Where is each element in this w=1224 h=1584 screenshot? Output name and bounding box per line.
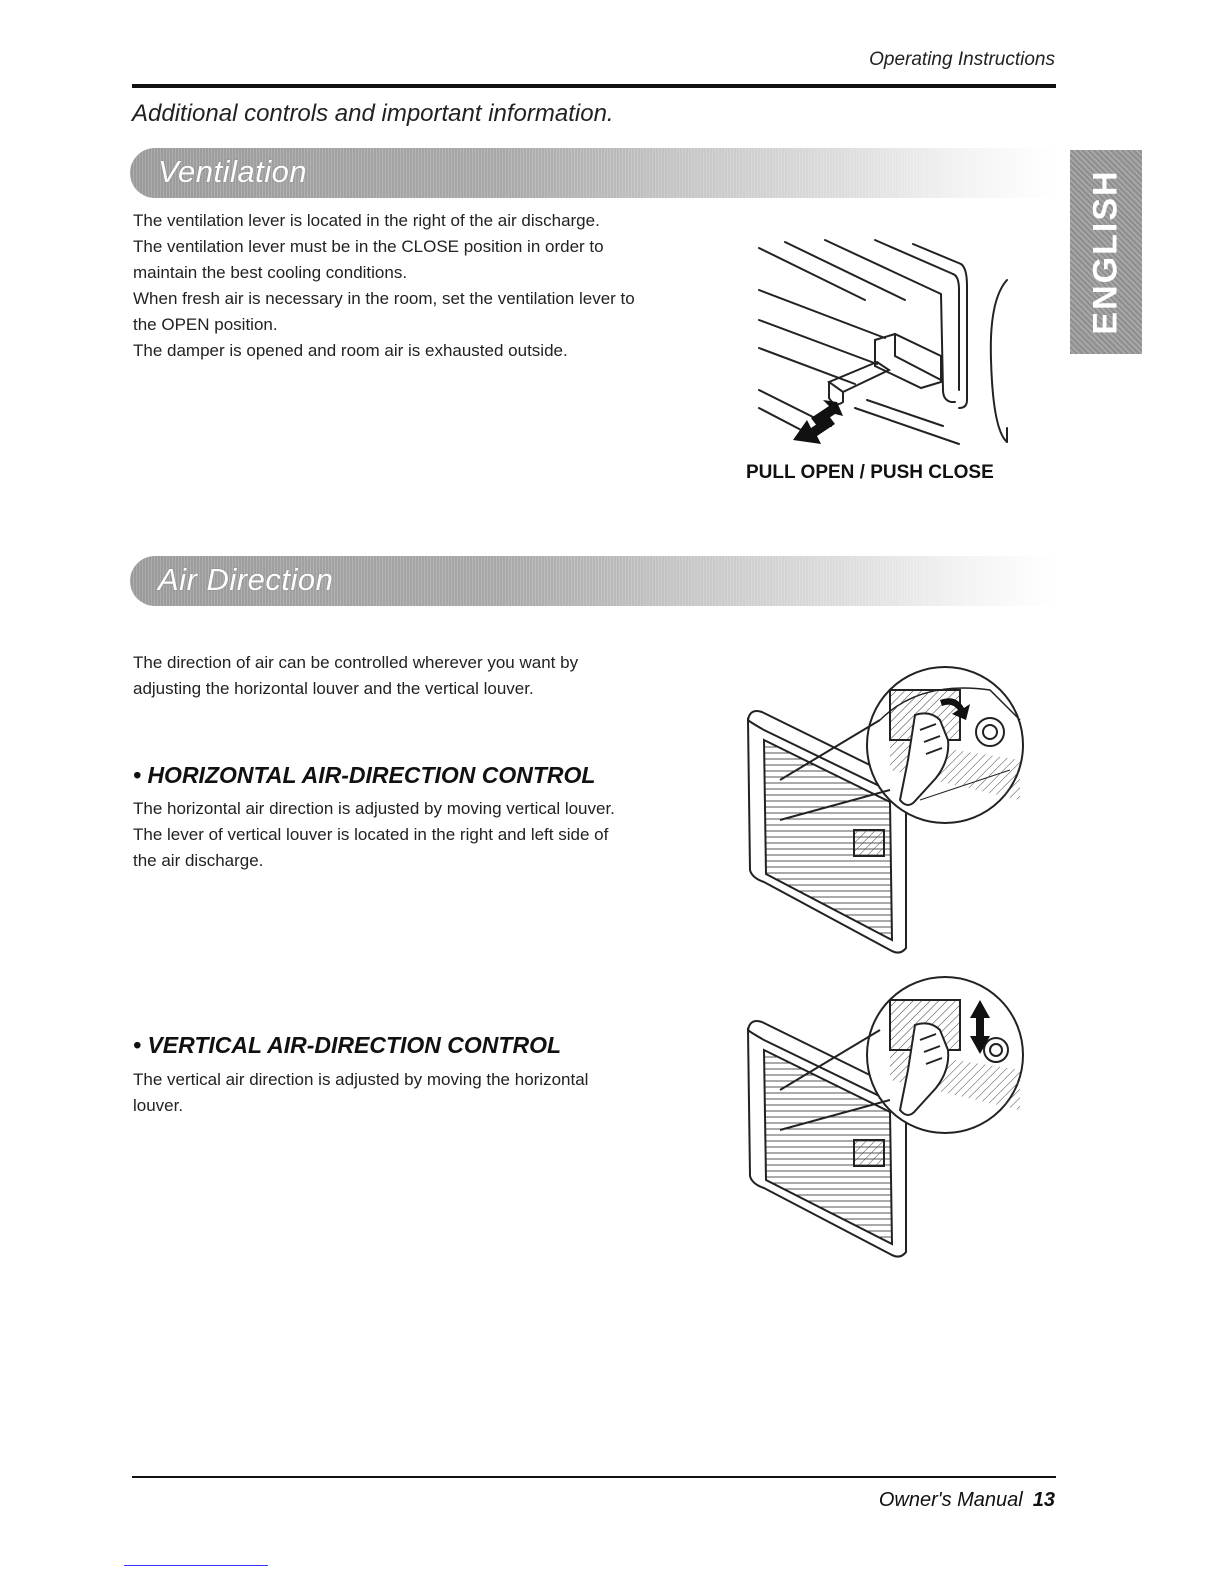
- vertical-control-line: The vertical air direction is adjusted by moving the horizontal: [133, 1070, 589, 1089]
- air-direction-intro-line: The direction of air can be controlled wherever you want by: [133, 653, 579, 672]
- page-subtitle: Additional controls and important information.: [132, 100, 614, 127]
- running-header: Operating Instructions: [869, 49, 1055, 70]
- air-direction-intro-line: adjusting the horizontal louver and the vertical louver.: [133, 679, 534, 698]
- horizontal-control-line: The horizontal air direction is adjusted by moving vertical louver.: [133, 799, 615, 818]
- ventilation-lever-illustration: [745, 230, 1025, 460]
- ventilation-line: The damper is opened and room air is exhausted outside.: [133, 341, 568, 360]
- ventilation-line: maintain the best cooling conditions.: [133, 263, 408, 282]
- vertical-control-heading: • VERTICAL AIR-DIRECTION CONTROL: [133, 1032, 562, 1058]
- ventilation-figure-caption: PULL OPEN / PUSH CLOSE: [746, 462, 994, 483]
- air-direction-intro: [133, 650, 713, 702]
- ventilation-line: The ventilation lever is located in the right of the air discharge.: [133, 211, 600, 230]
- ventilation-paragraph: [133, 208, 733, 364]
- ventilation-title: Ventilation: [158, 154, 308, 189]
- ventilation-line: When fresh air is necessary in the room, set the ventilation lever to: [133, 289, 635, 308]
- vertical-louver-illustration: [740, 970, 1030, 1260]
- page-number: 13: [1032, 1489, 1055, 1511]
- vertical-control-text: [133, 1067, 713, 1119]
- top-rule: [132, 84, 1056, 88]
- horizontal-louver-illustration: [740, 660, 1030, 960]
- ventilation-line: the OPEN position.: [133, 315, 278, 334]
- ventilation-line: The ventilation lever must be in the CLOSE position in order to: [133, 237, 604, 256]
- ventilation-banner: [130, 148, 1056, 198]
- air-direction-banner: [130, 556, 1056, 606]
- horizontal-control-line: The lever of vertical louver is located in the right and left side of: [133, 825, 609, 844]
- horizontal-control-heading: • HORIZONTAL AIR-DIRECTION CONTROL: [133, 762, 596, 788]
- vertical-control-line: louver.: [133, 1096, 184, 1115]
- footer-manual-name: Owner's Manual: [878, 1489, 1023, 1511]
- bottom-rule: [132, 1476, 1056, 1478]
- horizontal-control-line: the air discharge.: [133, 851, 264, 870]
- horizontal-control-text: [133, 796, 713, 874]
- language-tab-label: ENGLISH: [1086, 169, 1125, 335]
- link-underline: [124, 1565, 268, 1566]
- air-direction-title: Air Direction: [158, 562, 334, 597]
- page-footer: [780, 1489, 1055, 1512]
- language-tab: [1070, 150, 1142, 354]
